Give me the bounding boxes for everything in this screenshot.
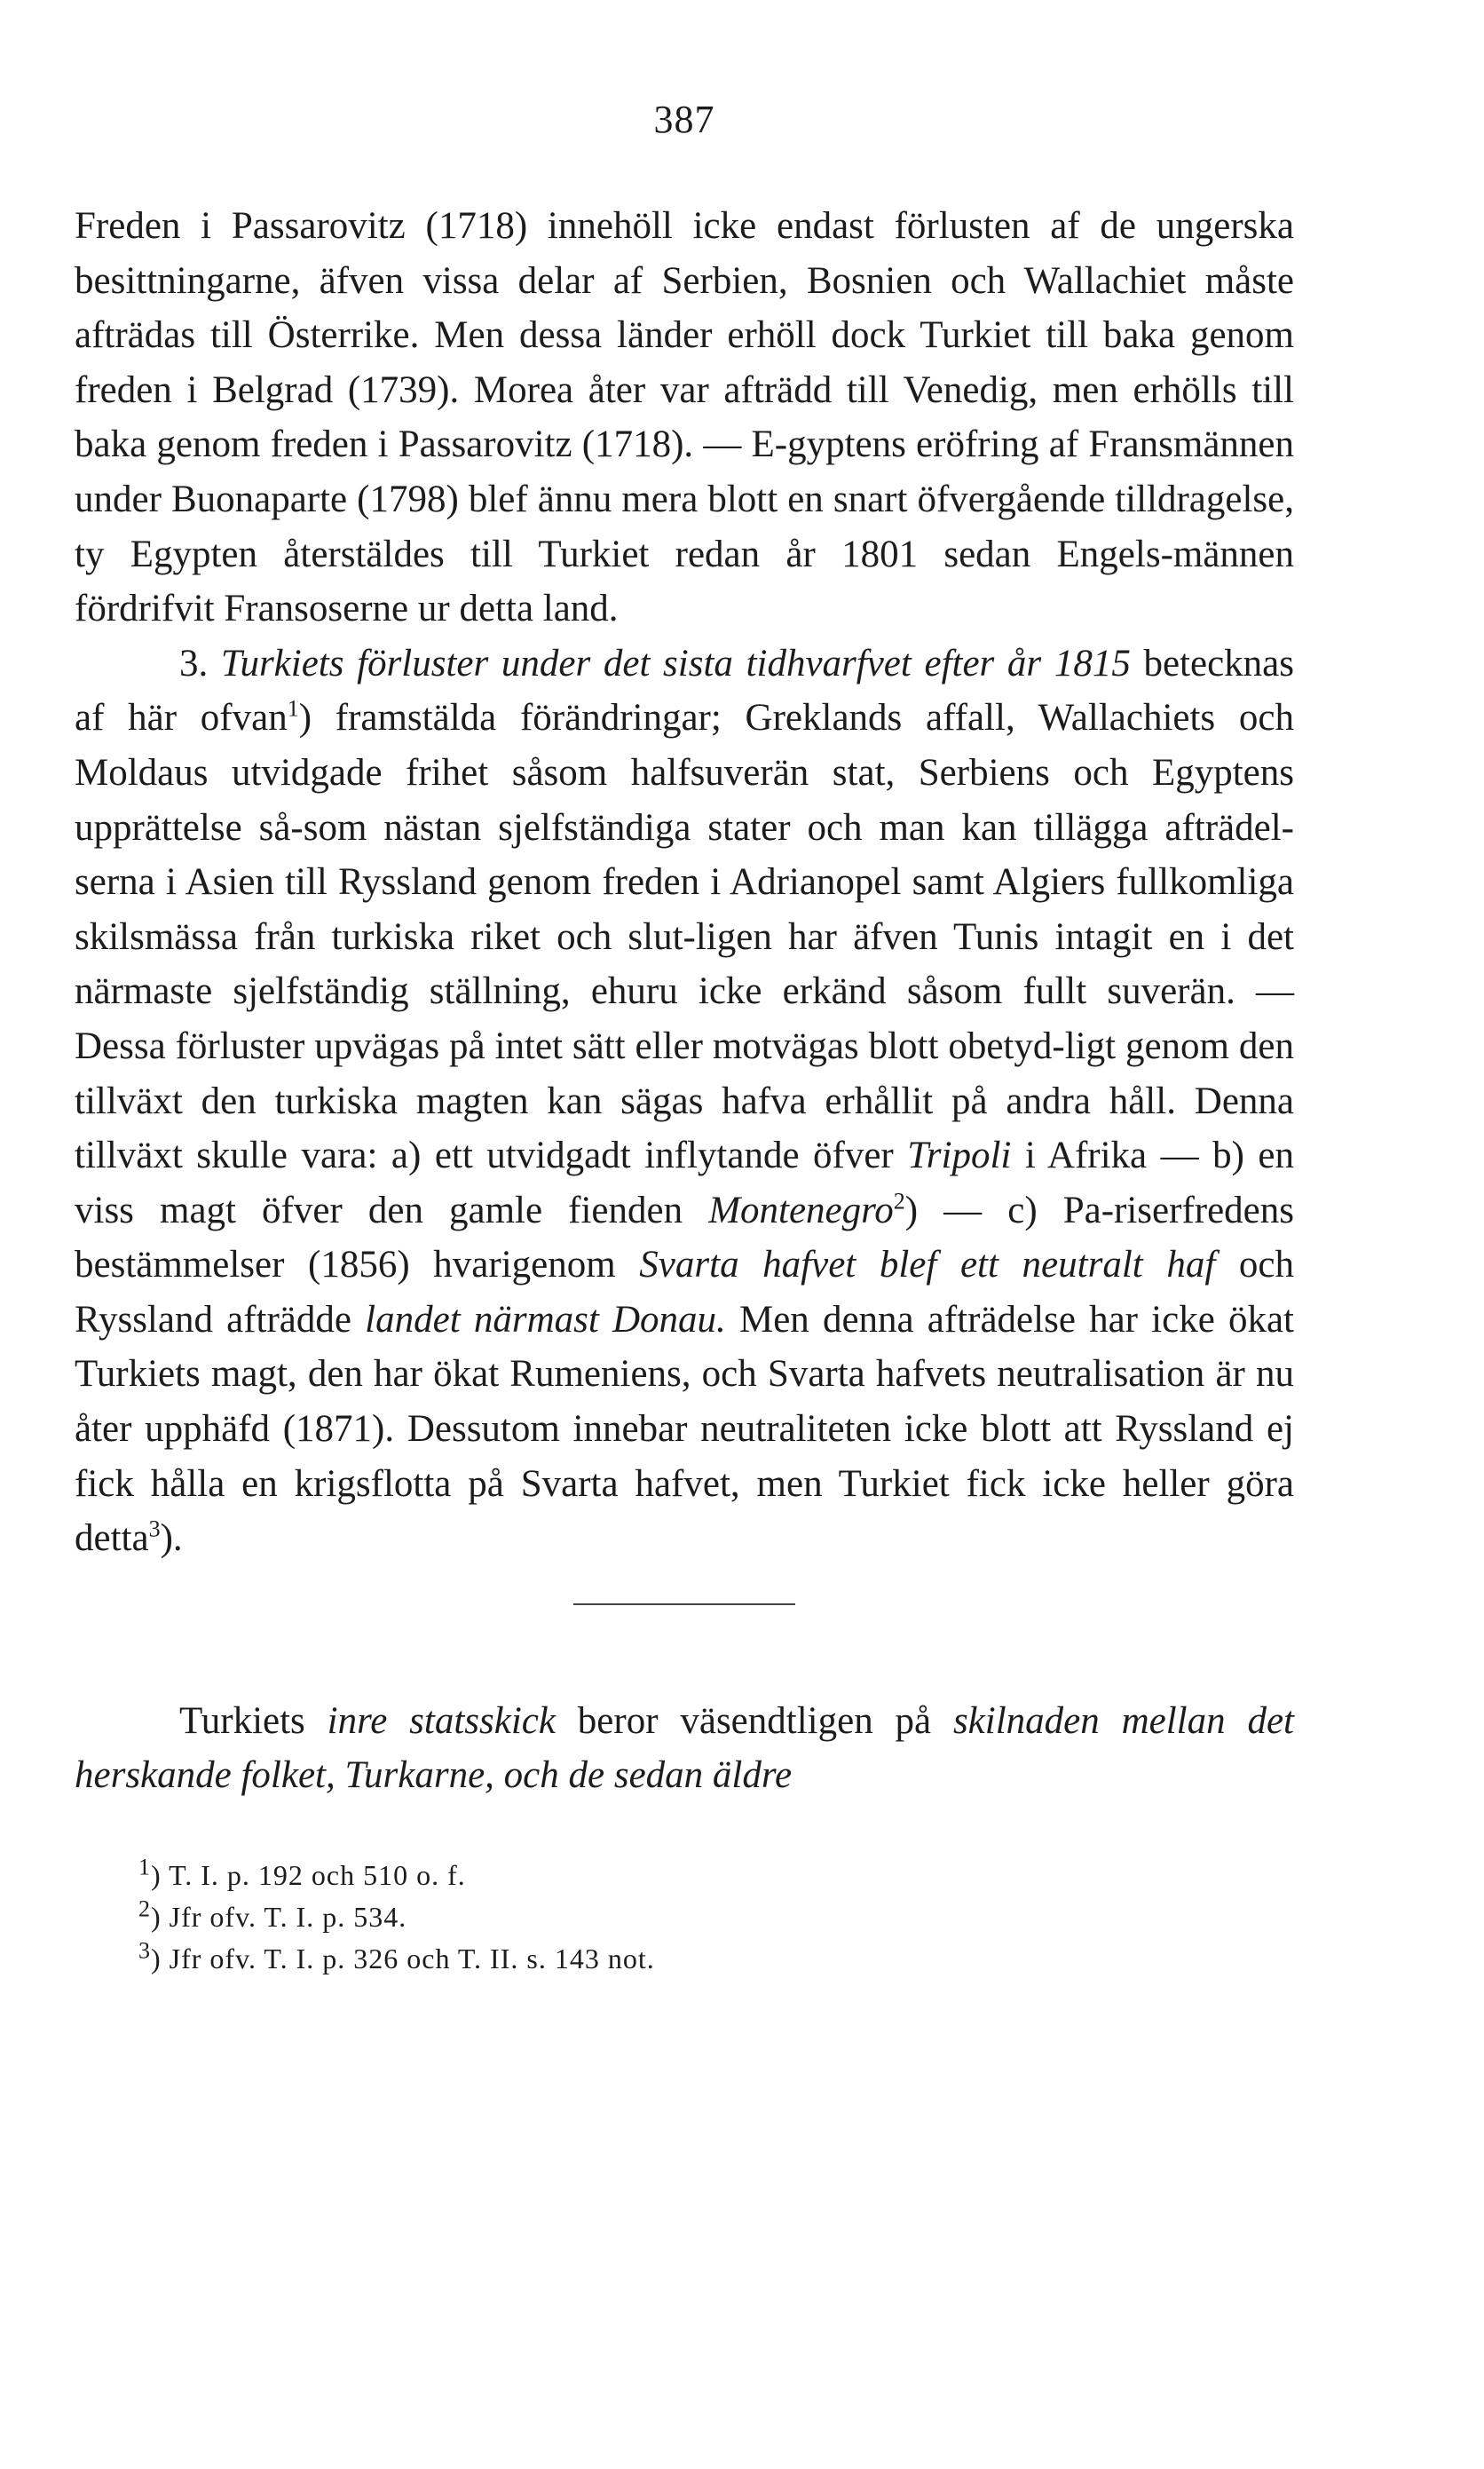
footnote [138,1938,1294,1980]
paragraph-turkish-losses [75,637,1294,1566]
footnote-ref-2: 2 [893,1188,905,1215]
footnote-mark: 3 [138,1937,151,1964]
section-divider [573,1603,795,1605]
section-number: 3. [179,642,221,685]
footnotes [75,1855,1294,1980]
footnote-ref-3: 3 [148,1515,161,1542]
page-number: 387 [653,98,715,141]
emphasis-black-sea: Svarta hafvet blef ett neutralt haf [639,1244,1216,1286]
emphasis-tripoli: Tripoli [907,1135,1012,1177]
section-heading: Turkiets förluster under det sista tidhvarfvet efter år 1815 [220,642,1131,685]
paragraph-text: ). [160,1517,183,1560]
emphasis-montenegro: Montenegro [708,1189,894,1231]
footnote-mark: 1 [138,1854,151,1880]
emphasis-inner-constitution: inre statsskick [327,1699,556,1742]
paragraph-passarovitz [75,199,1294,637]
footnote-text: ) Jfr ofv. T. I. p. 534. [151,1901,407,1934]
emphasis-ruling-people: skilnaden mellan det herskande folket, Turkarne, och de sedan äldre [75,1699,1294,1797]
footnote-text: ) T. I. p. 192 och 510 o. f. [151,1859,466,1892]
document-page [75,98,1294,1980]
paragraph-text: ) — c) Pa-riserfredens bestämmelser (1856) hvarigenom [75,1189,1294,1286]
paragraph-text: Men denna afträdelse har icke ökat Turkiets magt, den har ökat Rumeniens, och Svarta hafvets neutralisation är nu åter upphäfd (1871). Dessutom innebar neutraliteten icke blott att Ryssland ej fick hålla en krigsflotta på Svarta hafvet, men Turkiet fick icke heller göra detta [75,1298,1295,1560]
paragraph-inner-constitution [75,1694,1294,1803]
paragraph-text: ) framstälda förändringar; Greklands affall, Wallachiets och Moldaus utvidgade frihet såsom halfsuverän stat, Serbiens och Egyptens upprättelse så-som nästan sjelfständiga stater och man kan tillägga afträdel-serna i Asien till Ryssland genom freden i Adrianopel samt Algiers fullkomliga skilsmässa från turkiska riket och slut-ligen har äfven Tunis intagit en i det närmaste sjelfständig ställning, ehuru icke erkänd såsom fullt suverän. — Dessa förluster upvägas på intet sätt eller motvägas blott obetyd-ligt genom den tillväxt den turkiska magten kan sägas hafva erhållit på andra håll. Denna tillväxt skulle vara: a) ett utvidgadt inflytande öfver [75,697,1294,1177]
footnote [138,1896,1294,1938]
paragraph-text: betecknas af här ofvan [75,642,1294,740]
footnote-text: ) Jfr ofv. T. I. p. 326 och T. II. s. 143 not. [151,1943,655,1975]
footnote-mark: 2 [138,1895,151,1922]
paragraph-text: i Afrika — b) en viss magt öfver den gamle fienden [75,1135,1294,1231]
paragraph-text: Turkiets [179,1699,328,1742]
footnote-ref-1: 1 [287,696,299,723]
footnote [138,1855,1294,1896]
paragraph-text: Freden i Passarovitz (1718) innehöll icke endast förlusten af de ungerska besittningarne, äfven vissa delar af Serbien, Bosnien och Wallachiet måste afträdas till Österrike. Men dessa länder erhöll dock Turkiet till baka genom freden i Belgrad (1739). Morea åter var afträdd till Venedig, men erhölls till baka genom freden i Passarovitz (1718). — E-gyptens eröfring af Fransmännen under Buonaparte (1798) blef ännu mera blott en snart öfvergående tilldragelse, ty Egypten återstäldes till Turkiet redan år 1801 sedan Engels-männen fördrifvit Fransoserne ur detta land. [75,205,1294,630]
emphasis-danube: landet närmast Donau. [365,1298,726,1341]
paragraph-text: beror väsendtligen på [555,1699,953,1742]
paragraph-text: och Ryssland afträdde [75,1244,1294,1341]
